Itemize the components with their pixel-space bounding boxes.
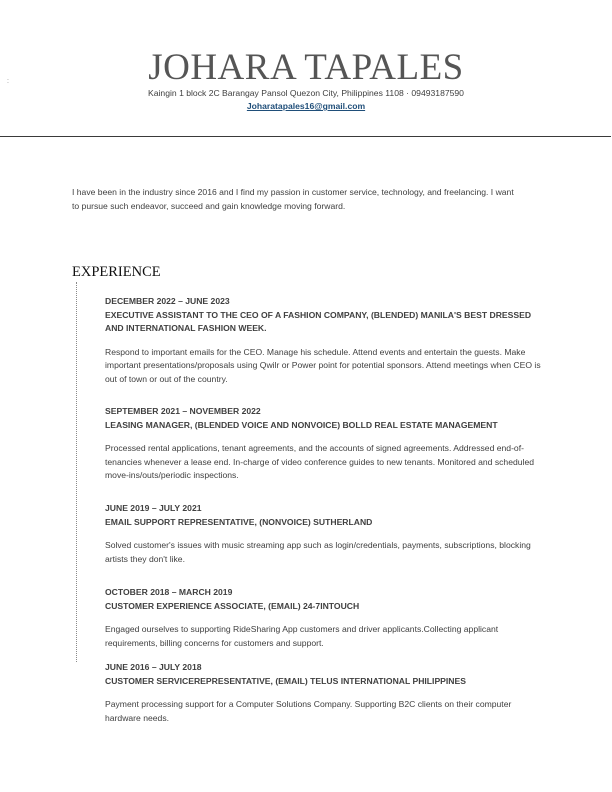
- job-title: EXECUTIVE ASSISTANT TO THE CEO OF A FASHION COMPANY, (BLENDED) MANILA'S BEST DRESSED AND INTERNATIONAL FASHION WEEK.: [105, 309, 532, 333]
- contact-address: Kaingin 1 block 2C Barangay Pansol Quezon City, Philippines 1108 · 09493187590: [148, 88, 464, 98]
- candidate-name: JOHARA TAPALES: [148, 47, 464, 88]
- experience-heading: EXPERIENCE: [72, 264, 161, 280]
- experience-timeline-line: [76, 282, 77, 662]
- job-description: Solved customer's issues with music streaming app such as login/credentials, payments, subscriptions, blocking artists they don't like.: [105, 540, 531, 564]
- job-description: Payment processing support for a Computer Solutions Company. Supporting B2C clients on their computer hardware needs.: [105, 699, 512, 723]
- job-date: OCTOBER 2018 – MARCH 2019: [105, 587, 233, 597]
- job-title: EMAIL SUPPORT REPRESENTATIVE, (NONVOICE) SUTHERLAND: [105, 516, 373, 527]
- job-entry-4: [105, 586, 545, 650]
- job-entry-5: [105, 661, 545, 725]
- job-title: CUSTOMER EXPERIENCE ASSOCIATE, (EMAIL) 24-7INTOUCH: [105, 600, 360, 611]
- job-title: CUSTOMER SERVICEREPRESENTATIVE, (EMAIL) TELUS INTERNATIONAL PHILIPPINES: [105, 675, 466, 686]
- job-description: Respond to important emails for the CEO. Manage his schedule. Attend events and entertain the guests. Make important presentations/proposals using Qwilr or Power point for potential sponsors. Attend meetings when CEO is out of town or out of the country.: [105, 346, 541, 384]
- margin-marker: :: [7, 78, 9, 85]
- job-entry-2: [105, 405, 545, 483]
- job-date: JUNE 2016 – JULY 2018: [105, 662, 202, 672]
- job-date: JUNE 2019 – JULY 2021: [105, 503, 202, 513]
- summary-paragraph: I have been in the industry since 2016 and I find my passion in customer service, technology, and freelancing. I want to pursue such endeavor, succeed and gain knowledge moving forward.: [72, 187, 514, 211]
- header-divider: [0, 136, 611, 137]
- job-description: Processed rental applications, tenant agreements, and the accounts of signed agreements. Addressed end-of-tenancies whenever a lease end. In-charge of video conference guides to new tenants. Monitored and scheduled move-ins/outs/periodic inspections.: [105, 443, 535, 480]
- job-description: Engaged ourselves to supporting RideSharing App customers and driver applicants.Collecting applicant requirements, billing concerns for customers and support.: [105, 624, 499, 648]
- job-date: SEPTEMBER 2021 – NOVEMBER 2022: [105, 406, 261, 416]
- job-date: DECEMBER 2022 – JUNE 2023: [105, 296, 230, 306]
- job-entry-1: [105, 295, 545, 386]
- job-entry-3: [105, 502, 545, 566]
- contact-email-link[interactable]: Joharatapales16@gmail.com: [246, 101, 366, 111]
- job-title: LEASING MANAGER, (BLENDED VOICE AND NONVOICE) BOLLD REAL ESTATE MANAGEMENT: [105, 419, 498, 430]
